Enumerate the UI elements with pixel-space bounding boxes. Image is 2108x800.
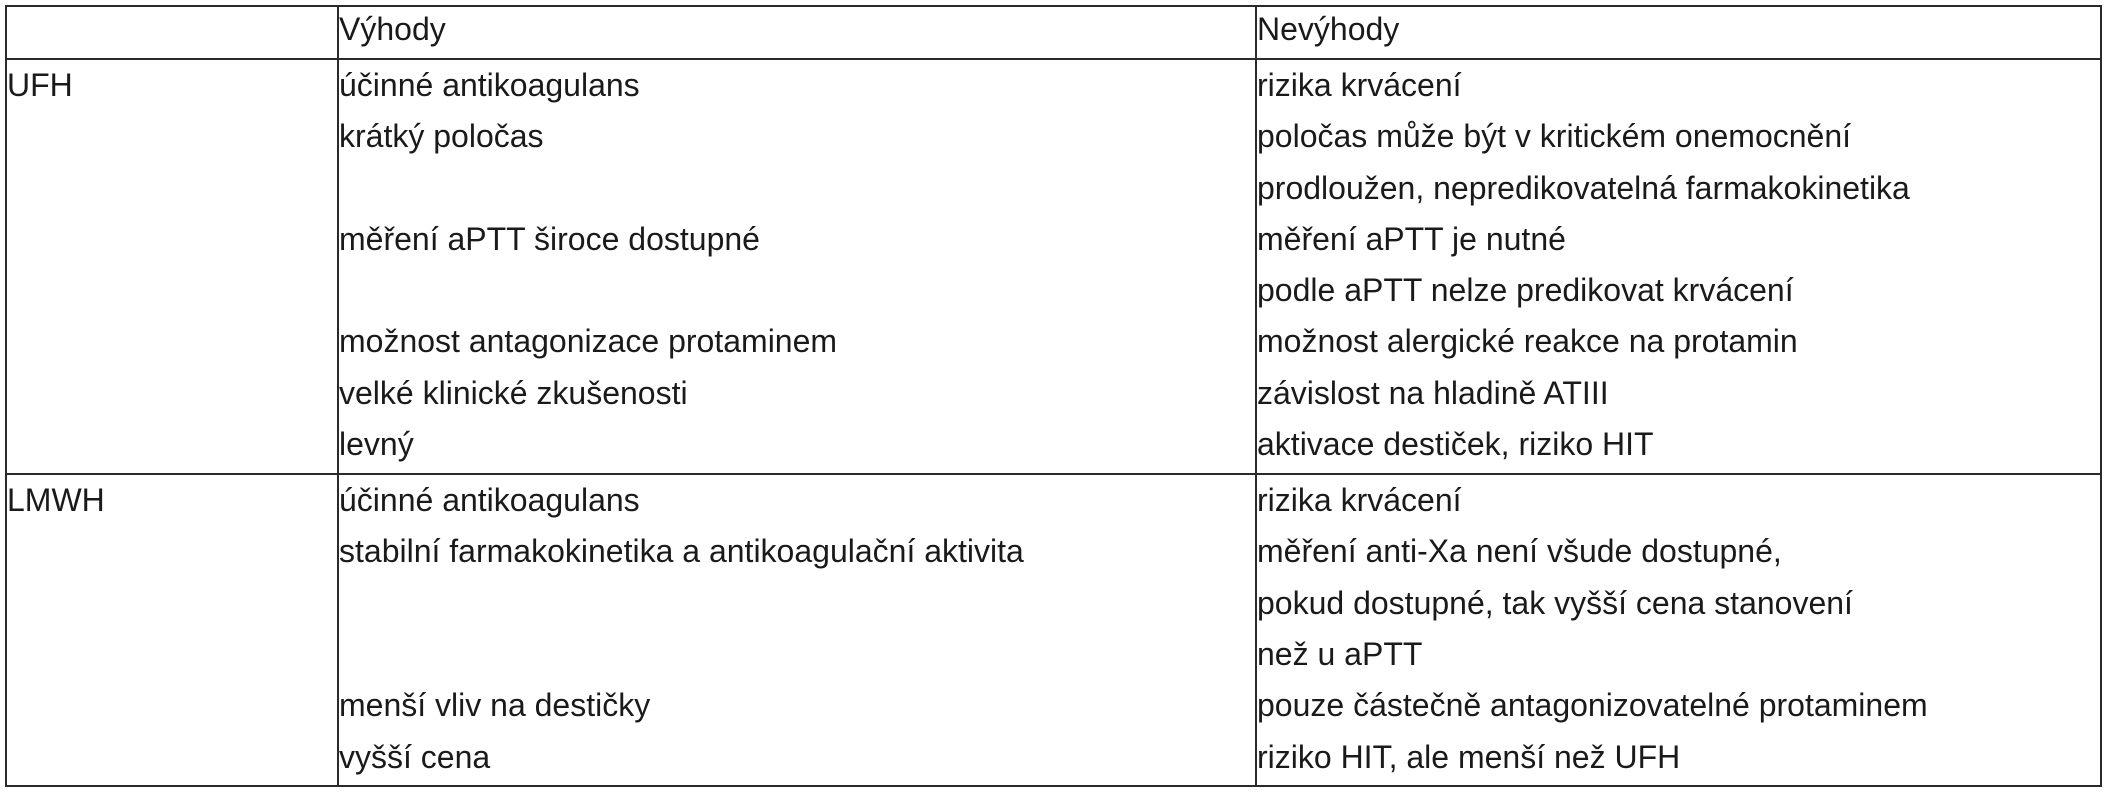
table-header bbox=[6, 6, 2101, 59]
advantage-line: stabilní farmakokinetika a antikoagulační aktivita bbox=[339, 533, 1024, 570]
disadvantage-line: pouze částečně antagonizovatelné protaminem bbox=[1257, 687, 1928, 724]
disadvantage-line: než u aPTT bbox=[1257, 636, 1423, 673]
disadvantage-line: riziko HIT, ale menší než UFH bbox=[1257, 738, 1681, 775]
header-row bbox=[6, 6, 2101, 59]
row-label-ufh: UFH bbox=[6, 59, 338, 474]
row-label-lmwh: LMWH bbox=[6, 474, 338, 786]
header-disadvantages: Nevýhody bbox=[1256, 6, 2101, 59]
advantage-line: vyšší cena bbox=[339, 738, 491, 775]
disadvantage-line: rizika krvácení bbox=[1257, 482, 1462, 519]
disadvantage-line: měření aPTT je nutné bbox=[1257, 220, 1566, 257]
header-advantages: Výhody bbox=[338, 6, 1256, 59]
disadvantage-line: závislost na hladině ATIII bbox=[1257, 374, 1609, 411]
comparison-table bbox=[5, 5, 2102, 787]
advantages-cell-lmwh bbox=[338, 474, 1256, 786]
table-row bbox=[6, 59, 2101, 474]
disadvantage-line: rizika krvácení bbox=[1257, 67, 1462, 103]
disadvantages-cell-lmwh bbox=[1256, 474, 2101, 786]
advantage-line: účinné antikoagulans bbox=[339, 482, 640, 519]
advantage-line: menší vliv na destičky bbox=[339, 687, 651, 724]
disadvantage-line: prodloužen, nepredikovatelná farmakokinetika bbox=[1257, 169, 1910, 206]
disadvantage-line: pokud dostupné, tak vyšší cena stanovení bbox=[1257, 584, 1853, 621]
group-ufh bbox=[6, 59, 2101, 474]
advantage-line bbox=[339, 265, 1255, 316]
advantage-line: velké klinické zkušenosti bbox=[339, 374, 688, 411]
disadvantage-line: aktivace destiček, riziko HIT bbox=[1257, 426, 1654, 463]
disadvantage-line: podle aPTT nelze predikovat krvácení bbox=[1257, 272, 1794, 309]
table-row bbox=[6, 474, 2101, 786]
advantages-cell-ufh bbox=[338, 59, 1256, 474]
advantage-line: měření aPTT široce dostupné bbox=[339, 220, 760, 257]
disadvantage-line: možnost alergické reakce na protamin bbox=[1257, 323, 1798, 360]
advantage-line bbox=[339, 578, 1255, 629]
disadvantage-line: poločas může být v kritickém onemocnění bbox=[1257, 118, 1852, 155]
disadvantage-line: měření anti-Xa není všude dostupné, bbox=[1257, 533, 1782, 570]
header-empty-cell bbox=[6, 6, 338, 59]
group-lmwh bbox=[6, 474, 2101, 786]
advantage-line: krátký poločas bbox=[339, 118, 544, 155]
disadvantages-cell-ufh bbox=[1256, 59, 2101, 474]
advantage-line: levný bbox=[339, 426, 414, 463]
advantage-line bbox=[339, 163, 1255, 214]
advantage-line bbox=[339, 629, 1255, 680]
advantage-line: účinné antikoagulans bbox=[339, 67, 640, 103]
advantage-line: možnost antagonizace protaminem bbox=[339, 323, 838, 360]
